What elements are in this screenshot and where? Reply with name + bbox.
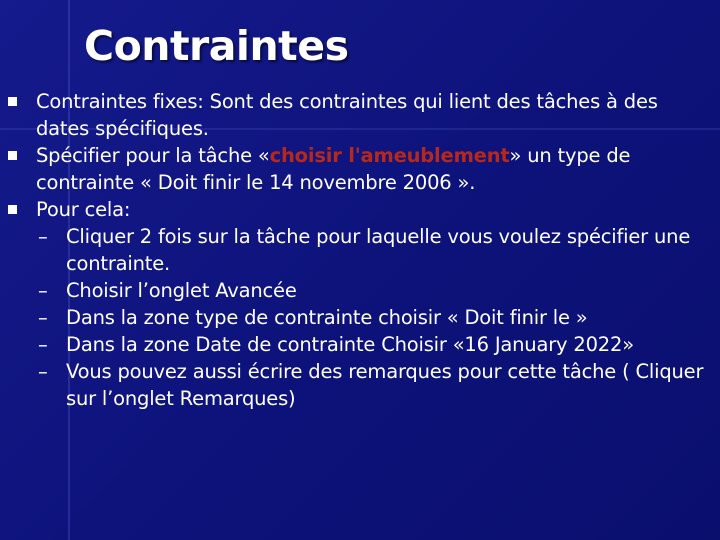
sub-bullet-item [8, 331, 713, 358]
bullet-square-icon [8, 205, 17, 214]
bullet-item-steps [8, 196, 713, 223]
bullet-text: Contraintes fixes: Sont des contraintes qui lient des tâches à des dates spécifiques. [36, 90, 658, 140]
sub-bullet-item [8, 223, 713, 277]
dash-marker: – [38, 333, 48, 356]
sub-bullet-text: Dans la zone type de contrainte choisir « Doit finir le » [66, 306, 588, 329]
bullet-text-after: » un type de contrainte « Doit finir le 14 novembre 2006 ». [36, 144, 631, 194]
bullet-square-icon [8, 151, 17, 160]
bullet-item-specify [8, 142, 713, 196]
sub-bullet-text: Cliquer 2 fois sur la tâche pour laquelle vous voulez spécifier une contrainte. [66, 225, 691, 275]
bullet-text-before: Spécifier pour la tâche « [36, 144, 270, 167]
sub-bullet-text: Dans la zone Date de contrainte Choisir «16 January 2022» [66, 333, 634, 356]
sub-bullet-item [8, 304, 713, 331]
bullet-text: Pour cela: [36, 198, 131, 221]
sub-bullet-text: Vous pouvez aussi écrire des remarques pour cette tâche ( Cliquer sur l’onglet Remarques) [66, 360, 704, 410]
dash-marker: – [38, 225, 48, 248]
sub-bullet-text: Choisir l’onglet Avancée [66, 279, 297, 302]
dash-marker: – [38, 306, 48, 329]
slide-title: Contraintes [84, 22, 349, 70]
highlighted-task-name: choisir l'ameublement [269, 144, 510, 167]
dash-marker: – [38, 360, 48, 383]
sub-bullet-item [8, 358, 713, 412]
bullet-square-icon [8, 97, 17, 106]
bullet-item-fixed-constraints [8, 88, 713, 142]
sub-bullet-item [8, 277, 713, 304]
dash-marker: – [38, 279, 48, 302]
bullet-list [8, 88, 713, 412]
